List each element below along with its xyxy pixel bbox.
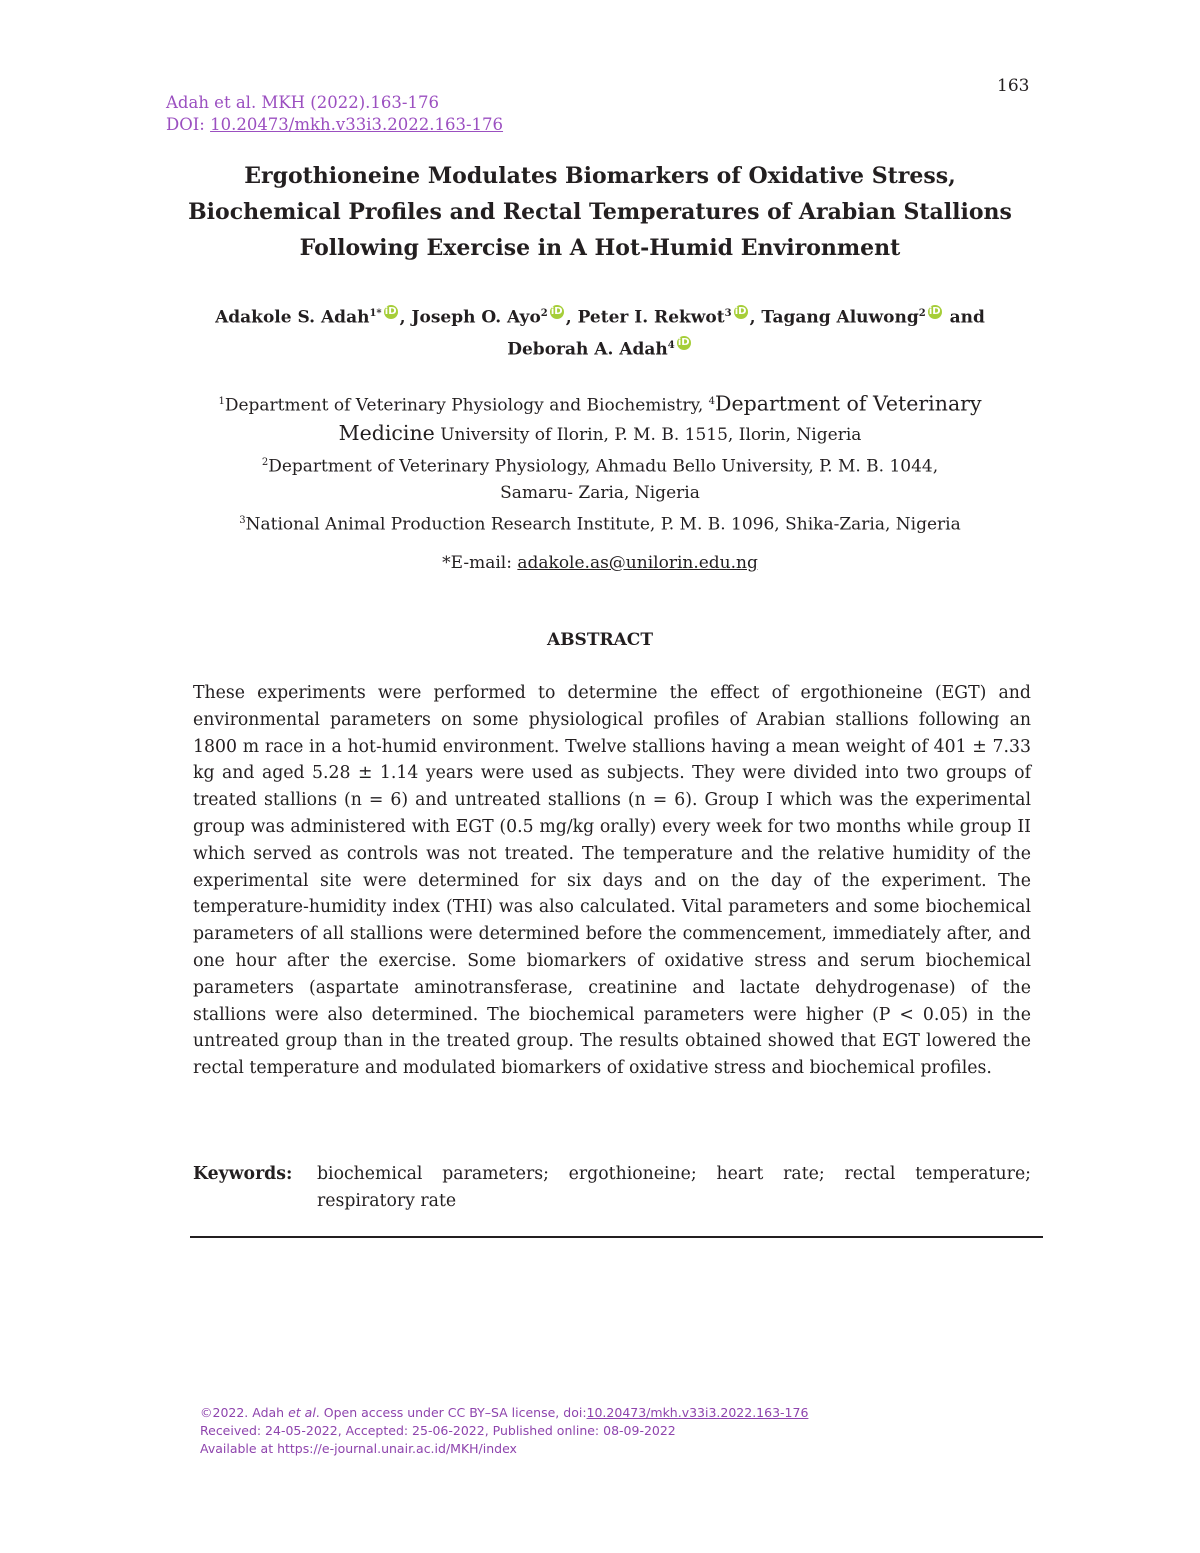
author-name: , Peter I. Rekwot (565, 307, 725, 328)
citation: Adah et al. MKH (2022).163-176 (166, 93, 439, 112)
author-conjunction: and (943, 307, 985, 328)
title-line-3: Following Exercise in A Hot-Humid Environment (299, 235, 901, 261)
author-affiliation-mark: 2 (918, 308, 926, 319)
orcid-icon[interactable]: iD (928, 305, 941, 317)
doi-label: DOI: (166, 115, 211, 134)
author-line-1 (160, 300, 1040, 332)
doi-link[interactable]: 10.20473/mkh.v33i3.2022.163-176 (210, 115, 504, 134)
affiliation-text: Department of Veterinary (715, 391, 982, 416)
affiliation-mark: 4 (708, 396, 716, 407)
availability-url[interactable]: Available at https://e-journal.unair.ac.id/MKH/index (200, 1441, 517, 1456)
author-name: , Tagang Aluwong (749, 307, 919, 328)
orcid-icon[interactable]: iD (384, 305, 397, 317)
affiliation-2 (160, 449, 1040, 481)
author-name: Deborah A. Adah (507, 339, 668, 360)
author-name: Adakole S. Adah (215, 307, 370, 328)
title-line-2: Biochemical Profiles and Rectal Temperatures of Arabian Stallions (188, 199, 1012, 225)
copyright-text: . Open access under CC BY–SA license, doi: (315, 1405, 587, 1420)
abstract-body: These experiments were performed to determine the effect of ergothioneine (EGT) and environmental parameters on some physiological profiles of Arabian stallions following an 1800 m race in a hot-humid environment. Twelve stallions having a mean weight of 401 ± 7.33 kg and aged 5.28 ± 1.14 years were used as subjects. They were divided into two groups of treated stallions (n = 6) and untreated stallions (n = 6). Group I which was the experimental group was administered with EGT (0.5 mg/kg orally) every week for two months while group II which served as controls was not treated. The temperature and the relative humidity of the experimental site were determined for six days and on the day of the experiment. The temperature-humidity index (THI) was also calculated. Vital parameters and some biochemical parameters of all stallions were determined before the commencement, immediately after, and one hour after the exercise. Some biomarkers of oxidative stress and serum biochemical parameters (aspartate aminotransferase, creatinine and lactate dehydrogenase) of the stallions were also determined. The biochemical parameters were higher (P < 0.05) in the untreated group than in the treated group. The results obtained showed that EGT lowered the rectal temperature and modulated biomarkers of oxidative stress and biochemical profiles. (193, 683, 1031, 1079)
paper-title (160, 158, 1040, 266)
affiliation-3 (160, 507, 1040, 539)
affiliation-text: Medicine (338, 420, 435, 445)
orcid-icon[interactable]: iD (734, 305, 747, 317)
author-affiliation-mark: 1* (369, 308, 382, 319)
copyright-line (200, 1404, 808, 1422)
copyright-text: ©2022. Adah (200, 1405, 289, 1420)
orcid-icon[interactable]: iD (550, 305, 563, 317)
affiliation-mark: 1 (218, 396, 225, 407)
corresponding-email (160, 553, 1040, 573)
abstract-heading: ABSTRACT (547, 630, 653, 650)
running-header (166, 92, 503, 136)
publication-dates: Received: 24-05-2022, Accepted: 25-06-2022, Published online: 08-09-2022 (200, 1423, 676, 1438)
keywords-label: Keywords: (193, 1164, 293, 1184)
author-line-2 (160, 332, 1040, 364)
author-list (160, 300, 1040, 363)
copyright-etal: et al (288, 1405, 316, 1420)
page-number: 163 (997, 76, 1030, 96)
title-line-1: Ergothioneine Modulates Biomarkers of Oxidative Stress, (244, 163, 956, 189)
email-link[interactable]: adakole.as@unilorin.edu.ng (517, 553, 758, 573)
affiliation-text: Department of Veterinary Physiology and Biochemistry, (224, 395, 709, 416)
orcid-icon[interactable]: iD (677, 337, 690, 349)
author-affiliation-mark: 3 (724, 308, 732, 319)
affiliation-mark: 2 (261, 456, 269, 468)
keywords-text: biochemical parameters; ergothioneine; heart rate; rectal temperature; respiratory rate (317, 1164, 1031, 1211)
doi-line (166, 114, 503, 136)
affiliation-2-cont: Samaru- Zaria, Nigeria (500, 483, 700, 504)
affiliation-text: Department of Veterinary Physiology, Ahmadu Bello University, P. M. B. 1044, (268, 456, 939, 477)
author-affiliation-mark: 4 (667, 339, 675, 351)
author-affiliation-mark: 2 (540, 308, 548, 319)
affiliation-1-4-cont (160, 420, 1040, 449)
affiliation-text: National Animal Production Research Institute, P. M. B. 1096, Shika-Zaria, Nigeria (245, 514, 961, 535)
affiliations (160, 388, 1040, 539)
affiliation-text: University of Ilorin, P. M. B. 1515, Ilorin, Nigeria (434, 424, 862, 445)
section-divider (190, 1236, 1043, 1238)
affiliation-1-4 (160, 388, 1040, 420)
affiliation-mark: 3 (239, 515, 246, 527)
page-footer (200, 1404, 808, 1458)
author-name: , Joseph O. Ayo (399, 307, 541, 328)
footer-doi-link[interactable]: 10.20473/mkh.v33i3.2022.163-176 (586, 1405, 809, 1420)
email-label: *E-mail: (442, 553, 518, 573)
